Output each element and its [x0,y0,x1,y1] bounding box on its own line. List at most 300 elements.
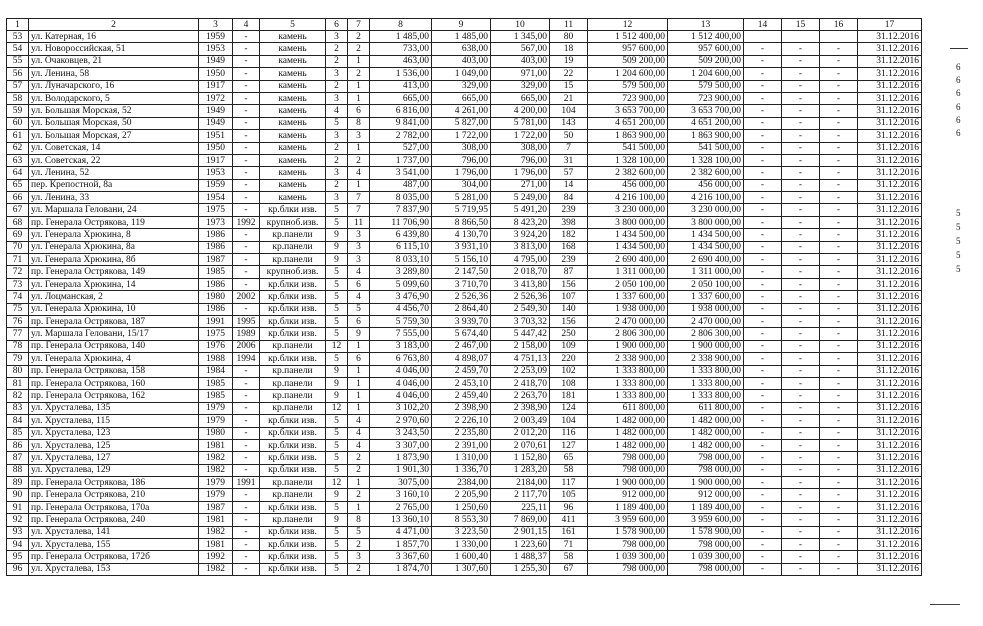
table-cell: 31.12.2016 [858,439,922,451]
table-cell: 60 [7,117,29,129]
table-cell: - [233,142,260,154]
table-cell: - [782,303,820,315]
table-row [7,353,922,365]
table-cell: 117 [550,477,588,489]
table-cell: 1995 [233,315,260,327]
table-cell: 7 [348,192,370,204]
table-cell: - [782,315,820,327]
table-cell: - [782,204,820,216]
table-cell: 5 781,00 [491,117,550,129]
table-cell: пр. Генерала Острякова, 187 [29,315,199,327]
column-number: 4 [233,19,260,31]
table-cell: камень [260,154,326,166]
table-cell: 1987 [199,501,233,513]
table-cell: 1 [348,477,370,489]
table-cell: 31.12.2016 [858,526,922,538]
table-cell: 5 674,40 [432,328,491,340]
table-cell: 1 283,20 [491,464,550,476]
table-cell: - [820,551,858,563]
table-cell: 15 [550,80,588,92]
table-cell: 3 [348,254,370,266]
table-cell: 4 651 200,00 [668,117,744,129]
table-cell: пр. Генерала Острякова, 172б [29,551,199,563]
table-cell: 31.12.2016 [858,266,922,278]
table-row [7,216,922,228]
table-cell: 2 012,20 [491,427,550,439]
edge-mark: 5 [956,208,961,218]
table-cell: - [744,117,782,129]
table-cell: 79 [7,353,29,365]
table-cell: - [782,266,820,278]
table-cell: 104 [550,415,588,427]
table-cell: 2 158,00 [491,340,550,352]
table-cell: - [782,179,820,191]
table-cell: 96 [7,563,29,575]
table-cell: 181 [550,390,588,402]
table-cell: 1 333 800,00 [588,365,668,377]
table-cell: кр.блки изв. [260,315,326,327]
table-cell: - [820,464,858,476]
table-cell: 70 [7,241,29,253]
table-cell: пр. Генерала Острякова, 170а [29,501,199,513]
table-cell: 638,00 [432,43,491,55]
table-cell: 5 156,10 [432,254,491,266]
table-cell: - [820,390,858,402]
table-cell: 58 [550,464,588,476]
table-cell: 1 482 000,00 [668,439,744,451]
table-cell: 3 102,20 [370,402,432,414]
table-cell: 2 901,15 [491,526,550,538]
table-cell: 62 [7,142,29,154]
table-cell: 3 [326,92,348,104]
table-cell: 3 813,00 [491,241,550,253]
table-cell: 31.12.2016 [858,278,922,290]
table-cell: 6 115,10 [370,241,432,253]
table-cell: 579 500,00 [668,80,744,92]
table-cell: 1959 [199,179,233,191]
table-cell: - [233,68,260,80]
table-cell: 271,00 [491,179,550,191]
table-cell: 1 [348,390,370,402]
table-cell: 4 [348,266,370,278]
table-cell: 2 050 100,00 [588,278,668,290]
table-cell: - [744,154,782,166]
table-cell: - [744,204,782,216]
table-row [7,167,922,179]
table-cell: 2 [326,80,348,92]
table-cell: 798 000,00 [588,563,668,575]
table-cell: - [233,539,260,551]
table-cell: - [233,415,260,427]
table-cell: пр. Генерала Острякова, 140 [29,340,199,352]
table-cell: 31.12.2016 [858,353,922,365]
edge-mark: 5 [956,236,961,246]
table-cell: 1 250,60 [432,501,491,513]
table-cell: 182 [550,229,588,241]
table-cell: камень [260,130,326,142]
table-cell: 1917 [199,80,233,92]
table-row [7,229,922,241]
table-cell: 90 [7,489,29,501]
table-cell: 2 382 600,00 [588,167,668,179]
table-cell: 957 600,00 [668,43,744,55]
table-cell: 1986 [199,278,233,290]
table-cell: 1 [348,142,370,154]
table-cell: ул. Генерала Хрюкина, 10 [29,303,199,315]
table-cell: 1 434 500,00 [668,241,744,253]
table-cell: - [782,80,820,92]
edge-mark: 6 [956,88,961,98]
table-row [7,55,922,67]
table-cell: 22 [550,68,588,80]
table-cell: 411 [550,514,588,526]
table-cell: 1 330,00 [432,539,491,551]
table-cell: 1 796,00 [432,167,491,179]
table-cell: - [744,167,782,179]
table-cell: ул. Большая Морская, 27 [29,130,199,142]
table-cell: - [233,402,260,414]
column-number: 7 [348,19,370,31]
table-cell: 65 [7,179,29,191]
table-cell: 1979 [199,402,233,414]
table-cell: - [744,514,782,526]
table-cell: 72 [7,266,29,278]
table-cell: 1991 [199,315,233,327]
table-cell: - [782,130,820,142]
table-cell: 329,00 [432,80,491,92]
table-cell: 102 [550,365,588,377]
table-cell: кр.панели [260,340,326,352]
table-cell: 1985 [199,377,233,389]
table-cell: 1953 [199,43,233,55]
table-cell: 2 [326,43,348,55]
table-cell: - [820,229,858,241]
table-cell: 7 837,90 [370,204,432,216]
table-cell: - [820,377,858,389]
table-cell: 1949 [199,55,233,67]
table-cell: 6 816,00 [370,105,432,117]
table-cell: 2 [326,142,348,154]
table-cell: 665,00 [491,92,550,104]
table-cell: ул. Володарского, 5 [29,92,199,104]
table-cell: - [744,142,782,154]
table-cell: 18 [550,43,588,55]
table-cell: 798 000,00 [668,563,744,575]
table-cell: - [782,55,820,67]
table-row [7,340,922,352]
table-cell: - [820,427,858,439]
table-cell: пер. Крепостной, 8а [29,179,199,191]
table-cell: ул. Советская, 14 [29,142,199,154]
table-cell: 5 [326,452,348,464]
table-cell: 1 307,60 [432,563,491,575]
table-row [7,539,922,551]
table-cell: - [782,526,820,538]
table-cell: - [233,390,260,402]
table-cell: 3 710,70 [432,278,491,290]
table-cell: 1 204 600,00 [588,68,668,80]
table-cell: 509 200,00 [588,55,668,67]
table-cell: - [233,241,260,253]
table-cell: 12 [326,402,348,414]
table-cell: - [782,563,820,575]
table-cell: кр.блки изв. [260,501,326,513]
table-cell: 1986 [199,303,233,315]
table-row [7,117,922,129]
table-cell: 3 [326,130,348,142]
table-cell: 1 900 000,00 [588,477,668,489]
table-cell: 109 [550,340,588,352]
table-cell: 76 [7,315,29,327]
column-number: 15 [782,19,820,31]
table-cell: 3 653 700,00 [588,105,668,117]
table-cell: 5 [326,328,348,340]
table-cell: ул. Катерная, 16 [29,31,199,43]
table-cell: - [782,43,820,55]
table-row [7,254,922,266]
table-cell: камень [260,105,326,117]
table-cell: крупноб.изв. [260,216,326,228]
table-cell: 3 160,10 [370,489,432,501]
table-cell: 1 434 500,00 [588,241,668,253]
table-cell: ул. Хрусталева, 127 [29,452,199,464]
table-cell: 579 500,00 [588,80,668,92]
table-cell: - [744,241,782,253]
table-cell: 21 [550,92,588,104]
table-cell: 4 200,00 [491,105,550,117]
table-cell: 5 [326,539,348,551]
table-cell: ул. Луначарского, 16 [29,80,199,92]
table-cell: 1 311 000,00 [588,266,668,278]
table-cell: 91 [7,501,29,513]
table-cell: 6 [348,105,370,117]
table-cell: 5 099,60 [370,278,432,290]
table-cell: 2 263,70 [491,390,550,402]
table-cell: 2 [326,55,348,67]
table-cell: 2 782,00 [370,130,432,142]
table-cell: 31.12.2016 [858,80,922,92]
table-cell: 68 [7,216,29,228]
table-cell: 94 [7,539,29,551]
table-cell: - [782,142,820,154]
table-row [7,415,922,427]
table-cell: - [233,514,260,526]
table-cell: 31.12.2016 [858,130,922,142]
table-cell: - [782,551,820,563]
table-row [7,105,922,117]
table-cell: 140 [550,303,588,315]
table-cell: ул. Хрусталева, 141 [29,526,199,538]
table-cell: 2 690 400,00 [588,254,668,266]
table-cell: - [233,563,260,575]
table-cell: 1 434 500,00 [668,229,744,241]
table-cell: 31.12.2016 [858,563,922,575]
table-cell: 6 439,80 [370,229,432,241]
table-cell: 6 [348,353,370,365]
table-cell: 80 [550,31,588,43]
table-cell: кр.панели [260,254,326,266]
edge-mark: 6 [956,128,961,138]
table-cell: 84 [7,415,29,427]
table-cell: 2 526,36 [491,291,550,303]
table-cell: пр. Генерала Острякова, 162 [29,390,199,402]
table-cell: 3 924,20 [491,229,550,241]
table-cell: 1 311 000,00 [668,266,744,278]
table-cell: 3 931,10 [432,241,491,253]
table-cell: 1953 [199,167,233,179]
table-cell: - [782,439,820,451]
table-cell: - [233,130,260,142]
table-cell: 5 [326,278,348,290]
table-cell: 4 795,00 [491,254,550,266]
table-cell: 1975 [199,204,233,216]
table-row [7,328,922,340]
table-cell: 2 970,60 [370,415,432,427]
table-cell: 611 800,00 [588,402,668,414]
table-cell: камень [260,92,326,104]
table-cell: 2002 [233,291,260,303]
table-cell: 96 [550,501,588,513]
table-cell: 2 003,49 [491,415,550,427]
table-cell: 1972 [199,92,233,104]
table-cell: - [782,464,820,476]
table-cell: - [782,68,820,80]
table-cell: 31.12.2016 [858,216,922,228]
table-cell: 4 898,07 [432,353,491,365]
table-cell: 71 [550,539,588,551]
table-cell: 509 200,00 [668,55,744,67]
table-cell: 1980 [199,291,233,303]
table-cell: 31.12.2016 [858,501,922,513]
table-cell: 74 [7,291,29,303]
table-cell: - [233,92,260,104]
table-cell: 67 [550,563,588,575]
table-cell: 5 759,30 [370,315,432,327]
table-cell: 4 456,70 [370,303,432,315]
column-number: 12 [588,19,668,31]
table-cell: - [782,427,820,439]
table-row [7,31,922,43]
table-cell: камень [260,31,326,43]
table-cell: 31.12.2016 [858,154,922,166]
table-cell: - [782,167,820,179]
table-cell: - [782,105,820,117]
table-cell: - [782,402,820,414]
table-cell: 12 [326,477,348,489]
table-cell: 1982 [199,452,233,464]
table-cell: - [744,340,782,352]
table-cell: - [744,179,782,191]
table-cell: - [233,427,260,439]
table-cell: 3 230 000,00 [668,204,744,216]
table-row [7,204,922,216]
table-cell: - [820,563,858,575]
table-cell: 3 367,60 [370,551,432,563]
table-cell: 3 800 000,00 [588,216,668,228]
table-cell: 957 600,00 [588,43,668,55]
table-cell: - [744,501,782,513]
table-cell: 67 [7,204,29,216]
table-cell: - [782,328,820,340]
table-cell: 2 [348,489,370,501]
table-cell: ул. Новороссийская, 51 [29,43,199,55]
table-cell: кр.панели [260,477,326,489]
table-cell: 1981 [199,439,233,451]
table-row [7,241,922,253]
table-cell: 2 338 900,00 [588,353,668,365]
table-cell: камень [260,43,326,55]
table-cell: 1 578 900,00 [668,526,744,538]
table-cell: 4 216 100,00 [588,192,668,204]
table-cell: 4 [348,415,370,427]
table-cell: 93 [7,526,29,538]
table-cell: 31.12.2016 [858,68,922,80]
table-cell: 2 [348,452,370,464]
table-cell: - [744,43,782,55]
table-cell: - [744,539,782,551]
table-cell: 3 223,50 [432,526,491,538]
header-row [7,19,922,31]
table-cell: - [233,501,260,513]
table-cell: 1 [348,377,370,389]
table-cell: - [233,266,260,278]
table-cell: 2 467,00 [432,340,491,352]
table-cell: кр.панели [260,514,326,526]
table-cell: 2 117,70 [491,489,550,501]
table-cell: 1 039 300,00 [668,551,744,563]
table-cell: пр. Генерала Острякова, 186 [29,477,199,489]
table-row [7,501,922,513]
table-cell: 7 869,00 [491,514,550,526]
table-cell: 1 049,00 [432,68,491,80]
table-cell: 1 900 000,00 [588,340,668,352]
table-cell: - [782,229,820,241]
table-cell: 1991 [233,477,260,489]
table-cell: - [782,340,820,352]
table-cell: ул. Генерала Хрюкина, 8б [29,254,199,266]
table-cell: 61 [7,130,29,142]
table-cell: - [744,229,782,241]
table-cell: 3 243,50 [370,427,432,439]
table-cell: 1 482 000,00 [588,439,668,451]
table-cell: 1 512 400,00 [588,31,668,43]
table-cell: 1 863 900,00 [668,130,744,142]
table-cell: 1 863 900,00 [588,130,668,142]
table-cell: 2 470 000,00 [588,315,668,327]
table-cell: 64 [7,167,29,179]
table-cell: 1 938 000,00 [588,303,668,315]
table-row [7,526,922,538]
table-cell: - [782,291,820,303]
table-row [7,390,922,402]
table-cell: ул. Генерала Хрюкина, 4 [29,353,199,365]
table-cell: 31.12.2016 [858,291,922,303]
table-cell: - [744,315,782,327]
table-cell: 403,00 [432,55,491,67]
table-cell: - [233,489,260,501]
table-cell: - [820,328,858,340]
table-cell: - [820,130,858,142]
table-cell: 2184,00 [491,477,550,489]
table-body [7,19,922,576]
table-cell: - [744,390,782,402]
edge-mark: 5 [956,222,961,232]
table-cell: - [820,254,858,266]
table-cell: 2 338 900,00 [668,353,744,365]
table-cell: 53 [7,31,29,43]
table-cell: 9 [326,254,348,266]
table-cell: ул. Очаковцев, 21 [29,55,199,67]
